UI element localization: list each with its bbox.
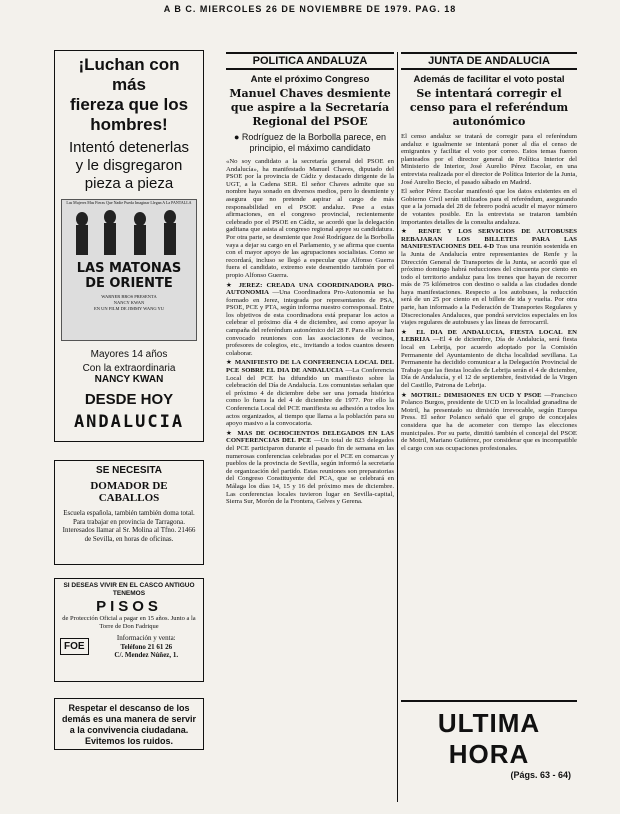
article-paragraph: ★ JEREZ: CREADA UNA COORDINADORA PRO-AUTONOMIA —Una Coordinadora Pro-Autonomía se ha formado en Jerez, integrada por representantes de PSA, PSOE, PCE y PTA, según informa nuestro corresponsal. Entre los objetivos de esta coordinadora está preparar los actos a celebrar el próximo día 4 de diciembre, así como apoyar la campaña del referéndum autonómico del 28 F. Para ello se han convocado reuniones con las asociaciones de vecinos, profesores de colegios, etc., invitando a todos cuantos deseen colaborar. xyxy=(226,281,395,357)
section-title: JUNTA DE ANDALUCIA xyxy=(401,52,577,70)
movie-title: LAS MATONAS DE ORIENTE xyxy=(76,261,182,291)
foe-logo: FOE xyxy=(60,638,89,655)
noise-notice: Respetar el descanso de los demás es una manera de servir a la convivencia ciudadana. Evitemos los ruidos. xyxy=(54,698,204,750)
article-paragraph: El censo andaluz se tratará de corregir para el referéndum andaluz e igualmente se intentará poner al día el censo de emigrantes y facilitar el voto por correo. Estos temas fueron planteados por el director general de Política Interior del Ministerio de Interior, José Aurelio Pérez Escolar, en una entrevista realizada por el director de Política Interior de la Junta, José Aurelio Becio, el pasado sábado en Madrid. xyxy=(401,133,577,186)
article-kicker: Además de facilitar el voto postal xyxy=(413,74,565,85)
poster-figures-image xyxy=(62,207,198,257)
housing-ad xyxy=(54,578,204,682)
movie-credits: WARNER BROS PRESENTA NANCY KWAN EN UN FILM DE JIMMY WANG YU xyxy=(93,294,165,311)
job-ad-title: SE NECESITA xyxy=(96,465,162,476)
article-paragraph: ★ MANIFIESTO DE LA CONFERENCIA LOCAL DEL PCE SOBRE EL DIA DE ANDALUCIA —La Conferencia Local del PCE ha difundido un manifiesto sobre la celebración del Día de Andalucía. Los comunistas señalan que el próximo 4 de diciembre debe ser una jornada histórica como lo fuera la del 4 de diciembre de 1977. Por ello la Conferencia Local del PCE manifiesta su adhesión a todos los actos organizados, al tiempo que llama a la población para su apoyo masivo a la convocatoria. xyxy=(226,359,395,428)
job-ad xyxy=(54,460,204,565)
age-rating: Mayores 14 años xyxy=(90,349,168,360)
movie-poster: Las Mujeres Mas Fieras Que Nadie Pueda Imaginar Llegan A La PANTALLA LAS MATONAS DE ORIENTE WARNER BROS PRESENTA NANCY KWAN EN UN FILM DE JIMMY WANG YU xyxy=(61,199,197,341)
ultima-hora-box xyxy=(401,700,577,780)
housing-title: PISOS xyxy=(96,598,162,615)
junta-column xyxy=(401,52,577,692)
job-ad-text: Escuela española, también también doma total. Para trabajar en provincia de Tarragona. Interesados llamar al Sr. Molina al Tfno. 21466 de Sevilla, en horas de oficinas. xyxy=(62,509,196,543)
section-title: POLITICA ANDALUZA xyxy=(226,52,394,70)
with-text: Con la extraordinaria xyxy=(82,363,176,374)
housing-phone: Teléfono 21 61 26 xyxy=(120,642,173,651)
ad-subhead: Intentó detenerlas y le disgregaron pieza a pieza xyxy=(68,139,190,192)
article-kicker: Ante el próximo Congreso xyxy=(250,74,370,85)
release-date: DESDE HOY xyxy=(84,391,174,408)
article-paragraph: ★ RENFE Y LOS SERVICIOS DE AUTOBUSES REBAJARAN LOS BILLETES PARA LAS MANIFESTACIONES DEL 4-D Tras una reunión sostenida en la Junta de Andalucía entre representantes de Renfe y la Dirección General de Transportes de la Junta, se acordó que el próximo domingo habrá reducciones del cincuenta por ciento en todo el territorio andaluz para los trenes que hayan de recorrer más de 75 kilómetros con destino o salida a las ciudades donde haya manifestaciones. Respecto a los autobuses, la reducción será de un 25 por ciento en el billete de ida y vuelta. Por otra parte, han informado a la Federación de Transportes Regulares y Discrecionales Andaluces, que pondrá servicios especiales en los viajes regulares de autobuses y las líneas de ferrocarril. xyxy=(401,228,578,327)
ultima-hora-title: ULTIMA HORA xyxy=(437,708,541,769)
article-paragraph: «No soy candidato a la secretaría general del PSOE en Andalucía», ha manifestado Manuel Chaves, diputado del PSOE por la provincia de Cádiz y destacado dirigente de la UGT, a la Cadena SER. El señor Chaves admite que su nombre haya sonado en diversos medios, pero lo desmiente y asegura que no pretende aspirar al cargo de más responsabilidad en el PSOE andaluz. Pese a estas afirmaciones, en el congreso provincial, recientemente celebrado por el PSOE en Cádiz, se acordó que la delegación gaditana que asista al congreso regional apoye su candidatura. Por otra parte, se desmiente que José Rodríguez de la Borbolla vaya a dejar su cargo en el Parlamento, y se afirma que cuenta con el mayor apoyo de las agrupaciones socialistas. Como se recordará, incluso se llegó a especular que Alfonso Guerra fuera el candidato, extremo este desmentido también por el propio Alfonso Guerra. xyxy=(226,158,394,279)
page-header: A B C. MIERCOLES 26 DE NOVIEMBRE DE 1979. PAG. 18 xyxy=(163,4,457,14)
article-headline: Manuel Chaves desmiente que aspire a la Secretaría Regional del PSOE xyxy=(229,87,391,128)
article-paragraph: El señor Pérez Escolar manifestó que los datos existentes en el Gobierno Civil serán utilizados para el referéndum, asegurando que a la jornada del 28 de febrero podrá acudir el mayor número de votantes posible. En la entrevista se trataron también importantes detalles de la consulta andaluza. xyxy=(401,188,577,226)
politica-andaluza-column xyxy=(226,52,394,804)
housing-info-label: Información y venta: xyxy=(116,634,176,642)
star-name: NANCY KWAN xyxy=(94,374,164,385)
housing-address: C/. Mendez Núñez, 1. xyxy=(114,651,179,659)
cinema-name: ANDALUCIA xyxy=(73,412,185,432)
article-paragraph: ★ EL DIA DE ANDALUCIA, FIESTA LOCAL EN LEBRIJA —El 4 de diciembre, Día de Andalucía, será fiesta local en Lebrija, por acuerdo adoptado por la Comisión Permanente del Ayuntamiento de dicha localidad sevillana. La Permanente ha decidido comunicar a la Delegación Provincial de Trabajo que las fiestas locales de Lebrija serán el 4 de diciembre, Día de Andalucía, y el 12 de septiembre, festividad de la Virgen del Castillo, Patrona de Lebrija. xyxy=(401,328,577,389)
article-subhead: ● Rodríguez de la Borbolla parece, en principio, el máximo candidato xyxy=(233,132,387,153)
ultima-hora-pages: (Págs. 63 - 64) xyxy=(510,770,571,780)
movie-ad xyxy=(54,50,204,442)
article-paragraph: ★ MAS DE OCHOCIENTOS DELEGADOS EN LAS CONFERENCIAS DEL PCE —Un total de 823 delegados del PCE participaron durante el pasado fin de semana en las numerosas conferencias celebradas por el PCE en comarcas y pueblos de la provincia de Sevilla, según informó la secretaría de organización del partido. Estas reuniones son preparatorias del Congreso Constituyente del PCA, que se celebrará en Málaga los días 14, 15 y 16 del próximo mes de diciembre. Las conferencias locales tuvieron lugar en Sevilla-capital, Sierra Sur, Morón de la Frontera, Gelves y Gerena. xyxy=(226,429,394,506)
column-divider xyxy=(397,52,398,802)
article-paragraph: ★ MOTRIL: DIMISIONES EN UCD Y PSOE —Francisco Polanco Burgos, presidente de UCD en la localidad granadina de Motril, ha presentado su dimisión irrevocable, según Europa Press. El señor Polanco señaló que el grupo de concejales considera que ha de acometer con tiempo las elecciones municipales. Por su parte, dimitió también el concejal del PSOE de Motril, Mariano Gutiérrez, por considerar que es incompatible el cargo con sus ocupaciones profesionales. xyxy=(401,391,578,452)
housing-sub: de Protección Oficial a pagar en 15 años. Junto a la Torre de Don Fadrique xyxy=(62,615,196,630)
job-ad-role: DOMADOR DE CABALLOS xyxy=(90,480,168,504)
article-headline: Se intentará corregir el censo para el referéndum autonómico xyxy=(409,87,569,128)
ad-headline: ¡Luchan con más fiereza que los hombres! xyxy=(69,55,189,134)
housing-intro: SI DESEAS VIVIR EN EL CASCO ANTIGUO TENEMOS xyxy=(63,582,195,597)
